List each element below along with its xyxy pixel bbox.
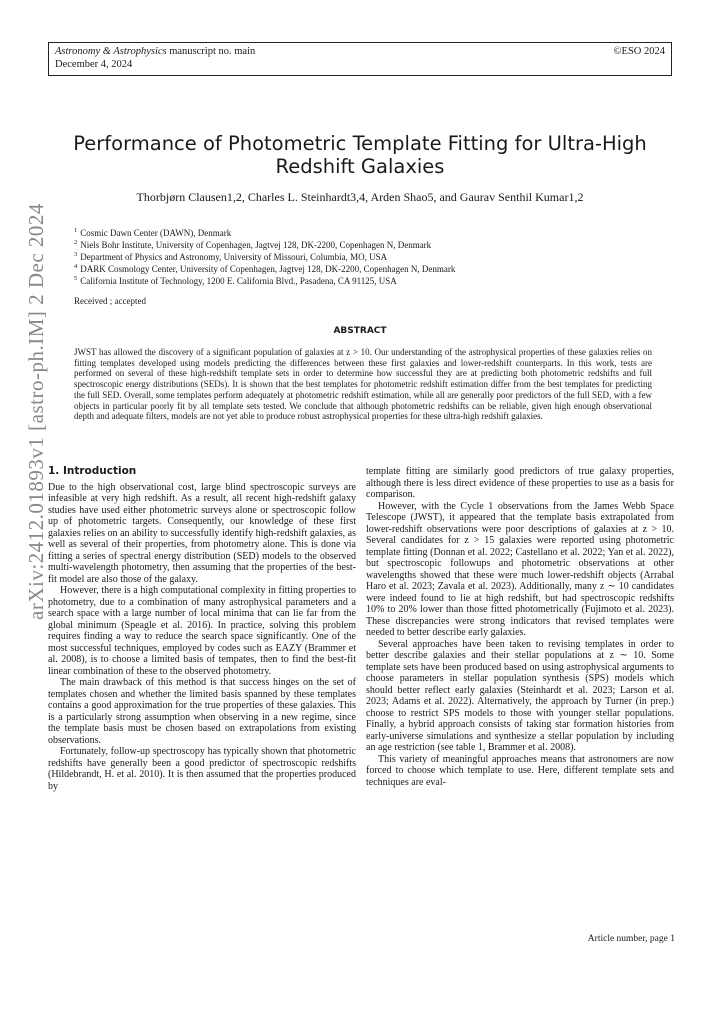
paragraph: template fitting are similarly good predictors of true galaxy properties, although there is less direct evidence of these properties to use as a basis for comparison.: [366, 466, 674, 500]
affiliation-1: [74, 226, 674, 238]
affiliation-num: 5: [74, 275, 78, 282]
section-heading: 1. Introduction: [48, 465, 137, 477]
manuscript-date: December 4, 2024: [55, 59, 133, 70]
journal-name: Astronomy & Astrophysics: [55, 46, 167, 57]
left-column: [48, 466, 356, 792]
manuscript-line: [55, 45, 665, 58]
paragraph: This variety of meaningful approaches means that astronomers are now forced to choose which template to use. Here, different template sets and techniques are eval-: [366, 753, 674, 788]
received-line: Received ; accepted: [74, 296, 146, 306]
paragraph: However, there is a high computational complexity in fitting properties to photometry, due to a combination of many astrophysical parameters and a search space with a large number of local minima that can lie far from the global minimum (Speagle et al. 2016). In practice, solving this problem requires finding a way to reduce the search space significantly. One of the most successful techniques, employed by codes such as EAZY (Brammer et al. 2008), is to choose a limited basis of tempates, then to find the best-fit linear combination of these to the observed photometry.: [48, 585, 356, 677]
affiliation-num: 2: [74, 239, 78, 246]
affiliation-4: [74, 262, 674, 274]
paragraph: Due to the high observational cost, large blind spectroscopic surveys are infeasible at very high redshift. As a result, all recent high-redshift galaxy studies have used either photometric surveys alone or spectroscopic follow up of photometric targets. Consequently, our knowledge of these first galaxies relies on an ability to successfully identify high-redshift galaxies, as well as several of their properties, from photometry alone. This is done via fitting a series of spectral energy distribution (SED) models to the observed multi-wavelength photometry, then assuming that the properties of the best-fit model are also those of the galaxy.: [48, 481, 356, 585]
author-list: Thorbjørn Clausen1,2, Charles L. Steinhardt3,4, Arden Shao5, and Gaurav Senthil Kumar1,2: [136, 190, 584, 204]
affiliation-text: Department of Physics and Astronomy, University of Missouri, Columbia, MO, USA: [80, 252, 388, 262]
manuscript-number: manuscript no. main: [166, 46, 256, 57]
affiliation-2: [74, 238, 674, 250]
title-line-2: Redshift Galaxies: [275, 155, 445, 178]
affiliation-text: California Institute of Technology, 1200 E. California Blvd., Pasadena, CA 91125, USA: [80, 276, 397, 286]
abstract-heading: ABSTRACT: [333, 326, 387, 336]
paragraph: The main drawback of this method is that success hinges on the set of templates chosen and whether the limited basis spanned by these templates contains a good approximation for the true properties of these galaxies. This is a particularly strong assumption when observing in a new regime, since the template basis must be chosen based on extrapolations from existing observations.: [48, 677, 356, 746]
affiliation-num: 1: [74, 227, 78, 234]
right-column: [366, 466, 674, 788]
manuscript-header: [48, 42, 672, 76]
affiliation-5: [74, 274, 674, 286]
affiliation-text: Niels Bohr Institute, University of Copenhagen, Jagtvej 128, DK-2200, Copenhagen N, Denmark: [80, 240, 432, 250]
affiliation-num: 3: [74, 251, 78, 258]
abstract-text: JWST has allowed the discovery of a significant population of galaxies at z > 10. Our understanding of the astrophysical properties of these galaxies relies on fitting templates developed using models predicting the differences between these first galaxies and lower-redshift counterparts. In this work, tests are performed on several of these high-redshift template sets in order to determine how successful they are at predicting both photometric redshifts and full spectroscopic energy distributions (SEDs). It is shown that the best templates for photometric redshift estimation differ from the best templates for predicting the full SED. Overall, some templates perform adequately at photometric redshift estimation, while all are generally poor predictors of the full SED, with a few objects in particular poorly fit by all template sets tested. We conclude that although photometric redshifts can be reliable, given high enough observational depth and adequate filters, models are not yet able to produce robust astrophysical properties for these ultra-high redshift galaxies.: [74, 347, 652, 422]
paragraph: However, with the Cycle 1 observations from the James Webb Space Telescope (JWST), it appeared that the template basis extrapolated from lower-redshift observations were poor descriptions of galaxies at z > 10. Several candidates for z > 15 galaxies were reported using photometric template fitting (Donnan et al. 2022; Castellano et al. 2022; Yan et al. 2022), but spectroscopic followups and photometric observations at other wavelengths showed that these were much lower-redshift objects (Arrabal Haro et al. 2023; Zavala et al. 2023). Additionally, many z ∼ 10 candidates were indeed found to lie at high redshift, but had spectroscopic redshifts 10% to 20% lower than those fitted photometrically (Fujimoto et al. 2023). These discrepancies were strong indicators that revised templates were needed to better describe early galaxies.: [366, 500, 674, 638]
paper-title: [48, 132, 672, 178]
affiliation-text: DARK Cosmology Center, University of Copenhagen, Jagtvej 128, DK-2200, Copenhagen N, Denmark: [80, 264, 456, 274]
arxiv-stamp: arXiv:2412.01893v1 [astro-ph.IM] 2 Dec 2024: [24, 203, 48, 620]
affiliation-num: 4: [74, 263, 78, 270]
affiliation-list: [74, 226, 674, 286]
page-number: Article number, page 1: [587, 934, 675, 944]
title-line-1: Performance of Photometric Template Fitting for Ultra-High: [73, 132, 647, 155]
affiliation-3: [74, 250, 674, 262]
copyright: ©ESO 2024: [613, 46, 665, 57]
affiliation-text: Cosmic Dawn Center (DAWN), Denmark: [80, 228, 232, 238]
paragraph: Several approaches have been taken to revising templates in order to better describe galaxies and their stellar populations at z ∼ 10. Some template sets have been produced based on using astrophysical arguments to choose parameters in stellar population synthesis (SPS) models which should better reflect early galaxies (Steinhardt et al. 2023; Larson et al. 2023; Adams et al. 2022). Alternatively, the approach by Turner (in prep.) choose to restrict SPS models to those with younger stellar populations. Finally, a hybrid approach consists of taking star formation histories from early-universe simulations and synthesize a stellar population by including an age restriction (see table 1, Brammer et al. 2008).: [366, 638, 674, 753]
paragraph: Fortunately, follow-up spectroscopy has typically shown that photometric redshifts have generally been a good predictor of spectroscopic redshifts (Hildebrandt, H. et al. 2010). It is then assumed that the properties produced by: [48, 746, 356, 792]
